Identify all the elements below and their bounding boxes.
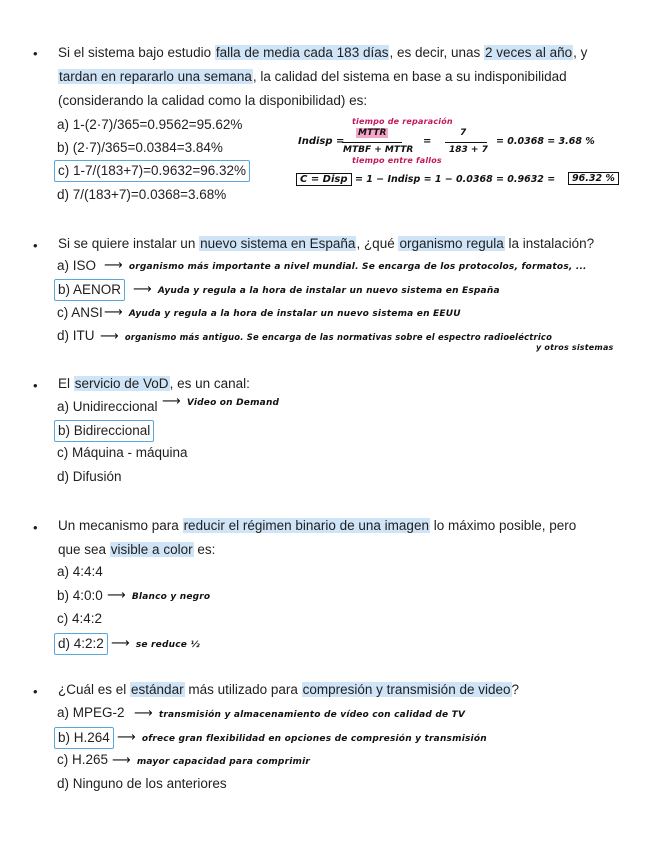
highlight: 2 veces al año bbox=[485, 45, 573, 60]
highlight: reducir el régimen binario de una imagen bbox=[183, 518, 429, 533]
option-d: d) Ninguno de los anteriores bbox=[57, 776, 227, 791]
arrow-icon: ⟶ bbox=[133, 282, 152, 297]
option-b-selected: b) Bidireccional bbox=[54, 420, 154, 442]
option-d: d) Difusión bbox=[57, 469, 122, 484]
formula-equals: = bbox=[423, 136, 432, 147]
highlight: servicio de VoD bbox=[74, 376, 169, 391]
highlight: estándar bbox=[131, 682, 184, 697]
bullet: • bbox=[33, 378, 38, 393]
option-c: c) H.265 bbox=[57, 752, 109, 767]
arrow-icon: ⟶ bbox=[111, 636, 130, 651]
bullet: • bbox=[33, 238, 38, 253]
question-text-line: ¿Cuál es el estándar más utilizado para compresión y transmisión de video? bbox=[58, 682, 520, 697]
option-b: b) (2·7)/365=0.0384=3.84% bbox=[57, 140, 223, 155]
bullet: • bbox=[33, 684, 38, 699]
fraction-bar bbox=[445, 142, 487, 143]
formula-num: 7 bbox=[460, 128, 467, 138]
handwritten-note: ⟶ Ayuda y regula a la hora de instalar un nuevo sistema en EEUU bbox=[104, 305, 461, 320]
arrow-icon: ⟶ bbox=[100, 329, 119, 344]
handwritten-note: ⟶ Video on Demand bbox=[162, 394, 280, 409]
question-text-line: Un mecanismo para reducir el régimen binario de una imagen lo máximo posible, pero bbox=[58, 518, 577, 533]
question-text-line: que sea visible a color es: bbox=[58, 542, 216, 557]
option-a: a) 4:4:4 bbox=[57, 564, 103, 579]
handwritten-note: ⟶ Blanco y negro bbox=[107, 588, 211, 603]
handwritten-note: ⟶ organismo más importante a nivel mundial. Se encarga de los protocolos, formatos, ... bbox=[104, 258, 587, 273]
handwritten-note: ⟶ mayor capacidad para comprimir bbox=[112, 753, 310, 768]
question-text-line: Si se quiere instalar un nuevo sistema en España, ¿qué organismo regula la instalación? bbox=[58, 236, 595, 251]
arrow-icon: ⟶ bbox=[107, 588, 126, 603]
option-b-selected: b) AENOR bbox=[54, 279, 125, 301]
question-text-line: El servicio de VoD, es un canal: bbox=[58, 376, 250, 391]
option-a: a) MPEG-2 bbox=[57, 705, 125, 720]
formula-denominator: MTBF + MTTR bbox=[343, 145, 414, 155]
option-a: a) Unidireccional bbox=[57, 399, 158, 414]
highlight: compresión y transmisión de video bbox=[302, 682, 511, 697]
formula-numerator: MTTR bbox=[358, 128, 387, 138]
highlight: organismo regula bbox=[399, 236, 504, 251]
option-c: c) Máquina - máquina bbox=[57, 445, 188, 460]
option-a: a) 1-(2·7)/365=0.9562=95.62% bbox=[57, 117, 243, 132]
arrow-icon: ⟶ bbox=[112, 753, 131, 768]
arrow-icon: ⟶ bbox=[104, 258, 123, 273]
question-text-line: Si el sistema bajo estudio falla de media cada 183 días, es decir, unas 2 veces al año, y bbox=[58, 45, 588, 60]
bullet: • bbox=[33, 46, 38, 61]
option-c: c) ANSI bbox=[57, 305, 103, 320]
formula-final: 96.32 % bbox=[568, 172, 619, 185]
handwritten-note: ⟶ ofrece gran flexibilidad en opciones de compresión y transmisión bbox=[117, 730, 487, 745]
formula-lhs: Indisp = bbox=[298, 136, 345, 147]
highlight: visible a color bbox=[110, 542, 193, 557]
option-d-selected: d) 4:2:2 bbox=[54, 633, 108, 655]
handwritten-note: y otros sistemas bbox=[536, 343, 614, 352]
note-label: tiempo entre fallos bbox=[352, 156, 442, 165]
question-text-line: (considerando la calidad como la disponibilidad) es: bbox=[58, 93, 368, 108]
handwritten-note: ⟶ Ayuda y regula a la hora de instalar un nuevo sistema en España bbox=[133, 282, 500, 297]
handwritten-note: ⟶ organismo más antiguo. Se encarga de las normativas sobre el espectro radioeléctrico bbox=[100, 329, 553, 344]
question-text-line: tardan en repararlo una semana, la calidad del sistema en base a su indisponibilidad bbox=[59, 69, 567, 84]
arrow-icon: ⟶ bbox=[104, 305, 123, 320]
arrow-icon: ⟶ bbox=[162, 394, 181, 409]
formula-result: = 0.0368 = 3.68 % bbox=[496, 136, 595, 147]
handwritten-note: ⟶ transmisión y almacenamiento de vídeo con calidad de TV bbox=[134, 706, 466, 721]
formula-line2: = 1 − Indisp = 1 − 0.0368 = 0.9632 = bbox=[355, 174, 556, 185]
highlight: falla de media cada 183 días bbox=[215, 45, 389, 60]
arrow-icon: ⟶ bbox=[134, 706, 153, 721]
handwritten-note: ⟶ se reduce ½ bbox=[111, 636, 200, 651]
option-a: a) ISO bbox=[57, 258, 97, 273]
option-b-selected: b) H.264 bbox=[54, 727, 114, 749]
formula-c-disp: C = Disp bbox=[296, 173, 352, 186]
arrow-icon: ⟶ bbox=[117, 730, 136, 745]
note-label: tiempo de reparación bbox=[352, 117, 453, 126]
option-b: b) 4:0:0 bbox=[57, 588, 103, 603]
bullet: • bbox=[33, 520, 38, 535]
highlight: tardan en repararlo una semana bbox=[59, 69, 252, 84]
option-c-selected: c) 1-7/(183+7)=0.9632=96.32% bbox=[54, 160, 250, 182]
option-d: d) 7/(183+7)=0.0368=3.68% bbox=[57, 187, 227, 202]
option-d: d) ITU bbox=[57, 328, 95, 343]
formula-den: 183 + 7 bbox=[449, 145, 488, 155]
fraction-bar bbox=[342, 142, 402, 143]
option-c: c) 4:4:2 bbox=[57, 611, 103, 626]
highlight: nuevo sistema en España bbox=[200, 236, 356, 251]
